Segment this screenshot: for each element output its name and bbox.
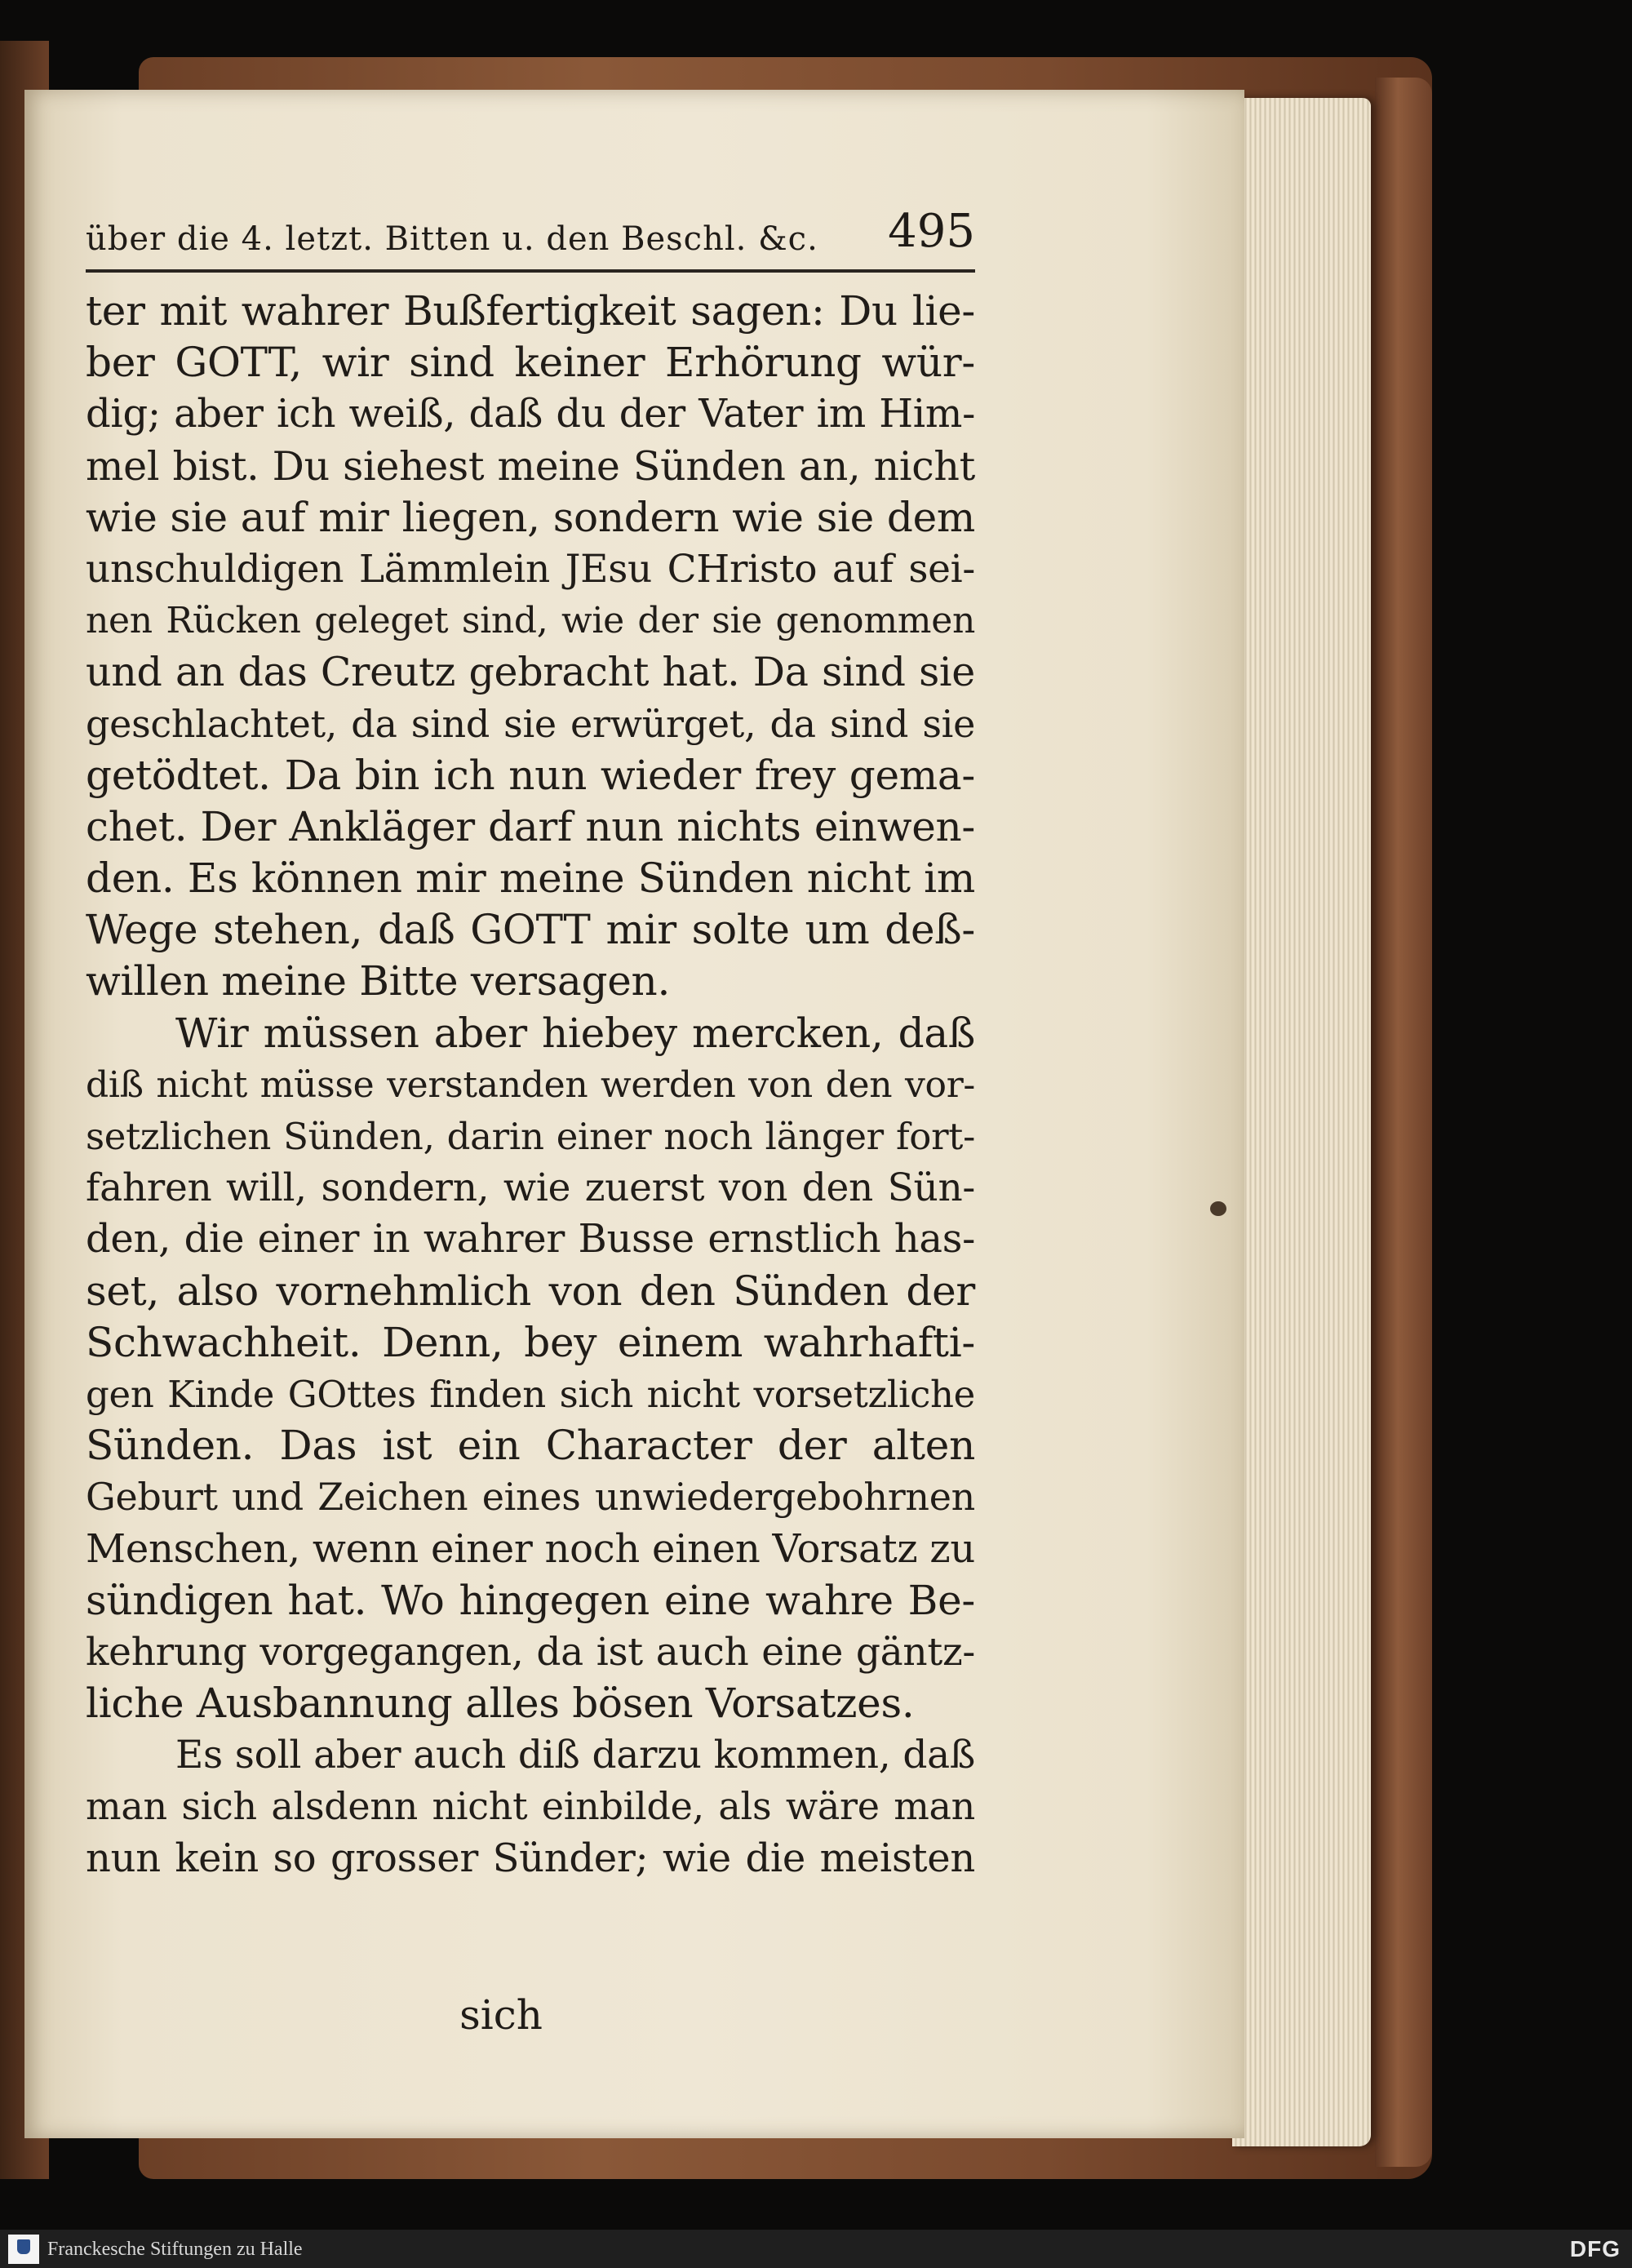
text-line: set, also vornehmlich von den Sünden der <box>86 1267 975 1315</box>
text-line: chet. Der Ankläger darf nun nichts einwen- <box>86 802 975 850</box>
institution-name: Franckesche Stiftungen zu Halle <box>47 2239 303 2260</box>
running-title: über die 4. letzt. Bitten u. den Beschl. &c. <box>86 220 818 258</box>
text-line: dig; aber ich weiß, daß du der Vater im Him- <box>86 391 975 437</box>
page-block-edges <box>1232 98 1371 2146</box>
text-line: Schwachheit. Denn, bey einem wahrhafti- <box>86 1318 975 1366</box>
ink-smudge <box>1210 1201 1226 1216</box>
text-line: den. Es können mir meine Sünden nicht im <box>86 854 975 903</box>
text-line: setzlichen Sünden, darin einer noch länger fort- <box>86 1115 975 1158</box>
text-line: Wir müssen aber hiebey mercken, daß <box>175 1009 975 1057</box>
page-number: 495 <box>888 205 975 258</box>
viewer-footer <box>0 2230 1632 2268</box>
text-line: gen Kinde GOttes finden sich nicht vorsetzliche <box>86 1372 975 1416</box>
text-line: willen meine Bitte versagen. <box>86 957 671 1005</box>
text-line: ber GOTT, wir sind keiner Erhörung wür- <box>86 339 975 387</box>
text-line: Es soll aber auch diß darzu kommen, daß <box>175 1733 975 1778</box>
text-line: und an das Creutz gebracht hat. Da sind sie <box>86 649 975 696</box>
text-line: Menschen, wenn einer noch einen Vorsatz zu <box>86 1525 975 1572</box>
text-line: unschuldigen Lämmlein JEsu CHristo auf sei- <box>86 546 975 592</box>
text-line: fahren will, sondern, wie zuerst von den Sün- <box>86 1165 975 1211</box>
text-line: Sünden. Das ist ein Character der alten <box>86 1422 975 1470</box>
text-line: kehrung vorgegangen, da ist auch eine gäntz- <box>86 1629 975 1675</box>
text-line: Geburt und Zeichen eines unwiedergebohrnen <box>86 1475 975 1520</box>
text-line: getödtet. Da bin ich nun wieder frey gema- <box>86 751 975 799</box>
book-page <box>24 90 1244 2138</box>
catchword: sich <box>459 1991 543 2039</box>
body-text <box>86 286 975 1884</box>
running-header <box>86 192 975 273</box>
text-line: wie sie auf mir liegen, sondern wie sie dem <box>86 493 975 541</box>
text-line: nen Rücken geleget sind, wie der sie genommen <box>86 600 975 642</box>
foundation-logo-mark <box>17 2239 30 2254</box>
text-line: mel bist. Du siehest meine Sünden an, nicht <box>86 442 975 490</box>
text-line: man sich alsdenn nicht einbilde, als wäre man <box>86 1784 975 1829</box>
text-line: Wege stehen, daß GOTT mir solte um deß- <box>86 906 975 954</box>
dfg-logo[interactable]: DFG <box>1569 2236 1621 2261</box>
foundation-logo-icon[interactable] <box>8 2235 39 2264</box>
text-line: diß nicht müsse verstanden werden von den vor- <box>86 1063 975 1106</box>
text-line: sündigen hat. Wo hingegen eine wahre Be- <box>86 1576 975 1624</box>
text-line: geschlachtet, da sind sie erwürget, da sind sie <box>86 701 975 746</box>
text-line: nun kein so grosser Sünder; wie die meisten <box>86 1835 975 1881</box>
text-line: liche Ausbannung alles bösen Vorsatzes. <box>86 1680 915 1728</box>
text-line: den, die einer in wahrer Busse ernstlich has- <box>86 1216 975 1263</box>
text-line: ter mit wahrer Bußfertigkeit sagen: Du lie- <box>86 287 975 335</box>
book-cover-edge <box>1375 78 1432 2167</box>
